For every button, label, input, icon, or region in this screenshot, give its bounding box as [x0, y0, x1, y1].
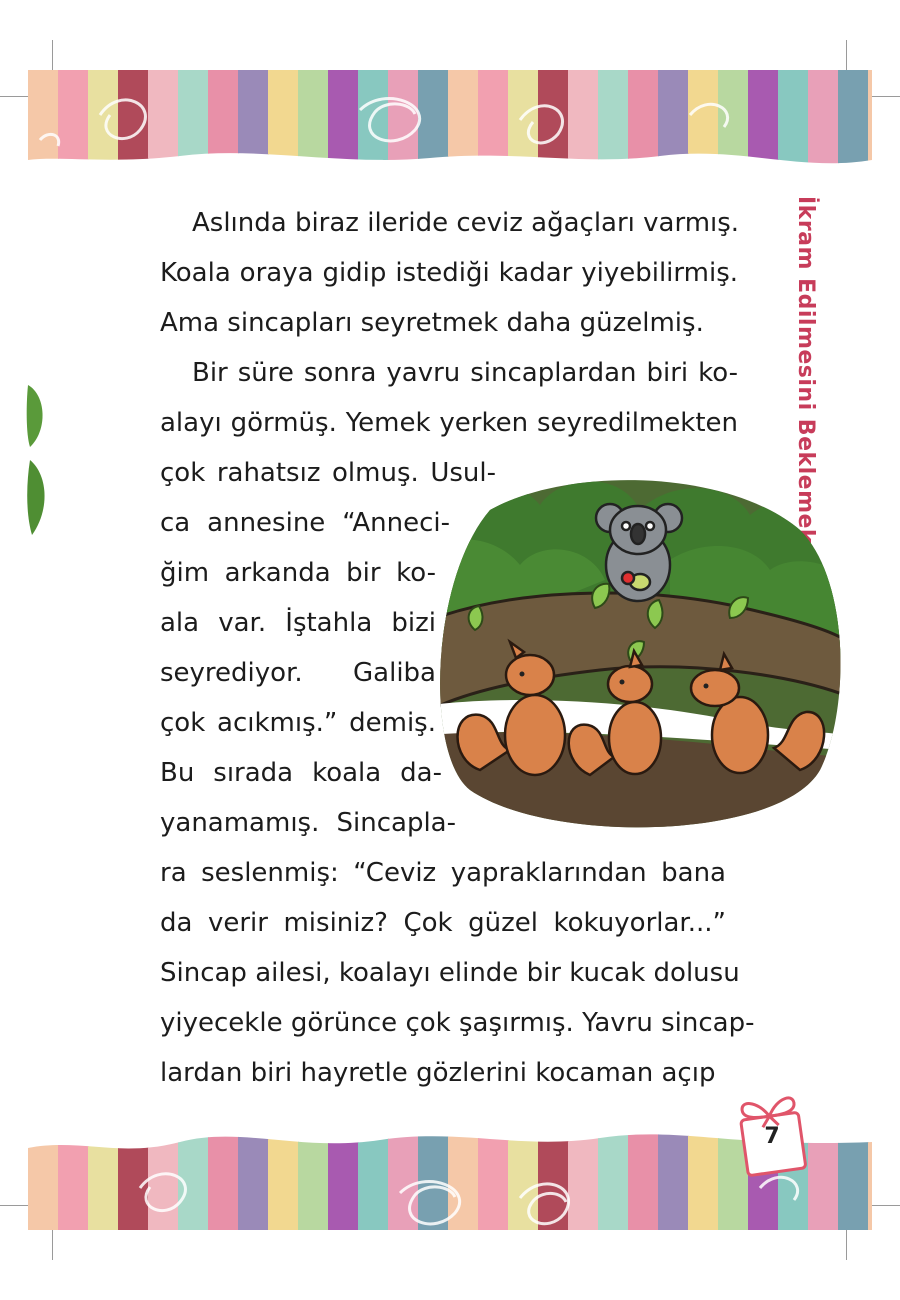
stripe — [298, 60, 329, 170]
koala-squirrels-illustration — [430, 470, 845, 845]
stripe — [298, 1108, 329, 1240]
stripe — [538, 60, 569, 170]
stripe — [478, 60, 509, 170]
stripe — [28, 1108, 59, 1240]
stripe — [598, 60, 629, 170]
stripe — [448, 1108, 479, 1240]
stripe — [418, 60, 449, 170]
text-line: da verir misiniz? Çok güzel kokuyorlar...” — [160, 908, 726, 938]
stripe — [328, 60, 359, 170]
stripe — [388, 60, 419, 170]
stripe — [778, 60, 809, 170]
text-line: Koala oraya gidip istediği kadar yiyebilirmiş. — [160, 258, 738, 288]
stripe — [268, 60, 299, 170]
text-line: Aslında biraz ileride ceviz ağaçları varmış. — [192, 208, 740, 238]
stripe — [568, 1108, 599, 1240]
text-line: alayı görmüş. Yemek yerken seyredilmekten — [160, 408, 738, 438]
text-line: yanamamış. Sincapla- — [160, 808, 456, 838]
stripe — [208, 1108, 239, 1240]
stripe — [328, 1108, 359, 1240]
stripe — [718, 60, 749, 170]
text-line: ğim arkanda bir ko- — [160, 558, 436, 588]
stripe — [118, 1108, 149, 1240]
top-decorative-band — [0, 60, 900, 170]
stripe — [568, 60, 599, 170]
stripe — [178, 1108, 209, 1240]
text-line: Bir süre sonra yavru sincaplardan biri ko- — [192, 358, 738, 388]
stripe — [448, 60, 479, 170]
stripe — [688, 1108, 719, 1240]
text-line: lardan biri hayretle gözlerini kocaman açıp — [160, 1058, 716, 1088]
stripe — [88, 1108, 119, 1240]
page-number: 7 — [764, 1124, 780, 1149]
stripe — [658, 1108, 689, 1240]
stripe — [868, 1108, 899, 1240]
stripe — [628, 1108, 659, 1240]
stripe — [838, 1108, 869, 1240]
stripe — [178, 60, 209, 170]
stripe — [478, 1108, 509, 1240]
stripe — [58, 1108, 89, 1240]
stripe — [808, 60, 839, 170]
stripe — [688, 60, 719, 170]
stripe — [268, 1108, 299, 1240]
stripe — [868, 60, 899, 170]
stripe — [538, 1108, 569, 1240]
text-line: Sincap ailesi, koalayı elinde bir kucak dolusu — [160, 958, 740, 988]
stripe — [208, 60, 239, 170]
stripe — [148, 60, 179, 170]
stripe — [58, 60, 89, 170]
stripe — [28, 60, 59, 170]
text-line: ca annesine “Anneci- — [160, 508, 450, 538]
text-line: ra seslenmiş: “Ceviz yapraklarından bana — [160, 858, 726, 888]
stripe — [238, 60, 269, 170]
stripe — [238, 1108, 269, 1240]
stripe — [748, 60, 779, 170]
text-line: çok acıkmış.” demiş. — [160, 708, 436, 738]
text-line: yiyecekle görünce çok şaşırmış. Yavru sincap- — [160, 1008, 755, 1038]
leaf-icon — [20, 385, 50, 549]
stripe — [628, 60, 659, 170]
text-line: ala var. İştahla bizi — [160, 608, 436, 638]
stripe — [598, 1108, 629, 1240]
text-line: Bu sırada koala da- — [160, 758, 442, 788]
stripe — [88, 60, 119, 170]
stripe — [658, 60, 689, 170]
chapter-title-vertical — [770, 196, 830, 545]
chapter-title-text: İkram Edilmesini Beklemek — [793, 196, 818, 545]
text-line: Ama sincapları seyretmek daha güzelmiş. — [160, 308, 704, 338]
text-line: seyrediyor. Galiba — [160, 658, 436, 688]
stripe — [358, 1108, 389, 1240]
stripe — [838, 60, 869, 170]
text-line: çok rahatsız olmuş. Usul- — [160, 458, 496, 488]
